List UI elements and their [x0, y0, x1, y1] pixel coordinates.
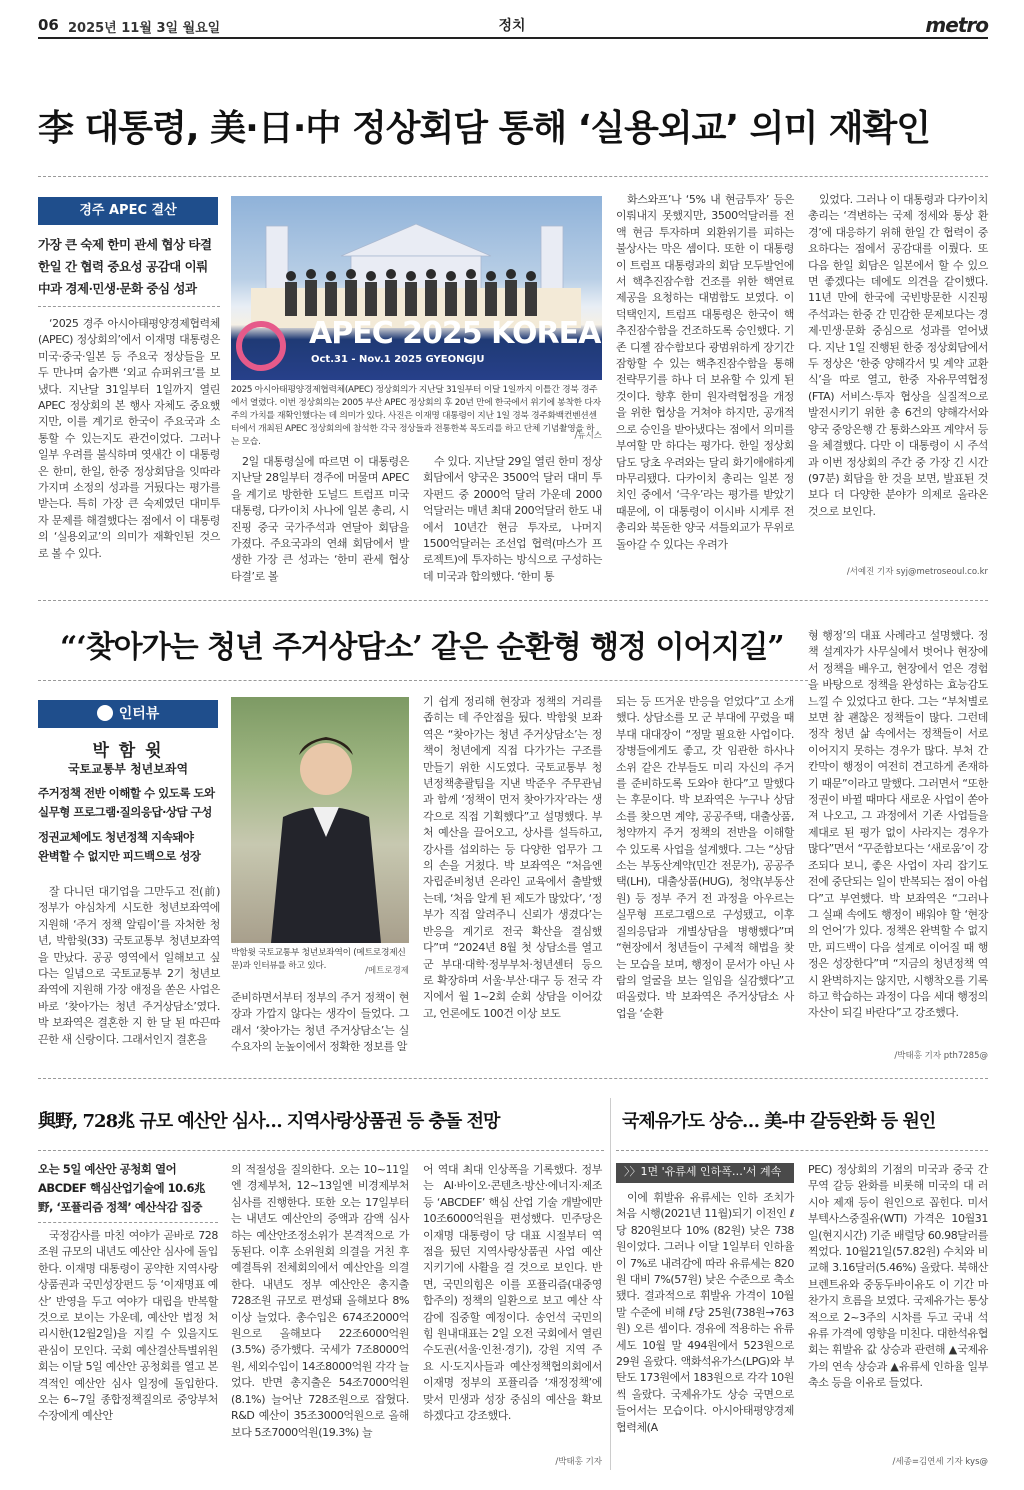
- subhead: 中과 경제·민생·문화 중심 성과: [38, 281, 197, 296]
- article1-headline: 李 대통령, 美·日·中 정상회담 통해 ‘실용외교’ 의미 재확인: [38, 108, 931, 149]
- article1-body-col2: 2일 대통령실에 따르면 이 대통령은 지난달 28일부터 경주에 머물며 APEC을 계기로 방한한 도널드 트럼프 미국 대통령, 다카이치 사나에 일본 총리, 시진핑 중국 국가주석과 연달아 회담을 가졌다. 주요국과의 연쇄 회담에서 발생한 가장 큰 성과는 ‘한미 관세 협상 타결’로 볼: [231, 455, 409, 583]
- article1-body-col4: 화스와프’나 ‘5% 내 현금투자’ 등은 이뤄내지 못했지만, 3500억달러를 전액 현금 투자하며 외환위기를 피하는 불상사는 막은 셈이다. 또한 이 대통령이 트럼프 대통령과의 회담 모두발언에서 핵추진잠수함 건조를 위한 핵연료 제공을 요청하는 대범함도 보였다. 이 덕택인지, 트럼프 대통령은 한국이 핵추진잠수함을 건조하도록 승인했다. 기존 디젤 잠수함보다 광범위하게 장기간 잠항할 수 있는 핵추진잠수함을 통해 전략무기를 하나 더 보유할 수 있게 된 것이다. 향후 한미 원자력협정을 개정을 위한 협상을 거쳐야 하지만, 공개적으로 승인을 받아냈다는 점에서 의미를 부여할 만 하다는 평가다. 한일 정상회담도 당초 우려와는 달리 화기애애하게 마무리됐다. 다카이치 총리는 일본 정치인 중에서 ‘극우’라는 평가를 받았기 때문에, 이 대통령이 이시바 시게루 전 총리와 북돋한 양국 셔틀외교가 무위로 돌아갈 수 있다는 우려가: [616, 193, 794, 551]
- article2-byline: /박태홍 기자 pth7285@: [894, 1051, 988, 1061]
- article4-body-col2: PEC) 정상회의 기점의 미국과 중국 간 무역 갈등 완화를 비롯해 미국의 대 러시아 제재 등이 원인으로 꼽힌다. 미서부텍사스중질유(WTI) 가격은 10월31일(현지시간) 기준 배럴당 60.98달러를 찍었다. 10월21일(57.82원) 수치와 비교해 3.16달러(5.46%) 올랐다. 북해산브렌트유와 중동두바이유도 이 기간 마찬가지 흐름을 보였다. 국제유가는 통상적으로 2~3주의 시차를 두고 국내 석유류 가격에 영향을 미친다. 대한석유협회는 휘발유 값 상승과 관련해 ▲국제유가의 연속 상승과 ▲유류세 인하율 일부 축소 등을 이유로 들었다.: [808, 1163, 988, 1390]
- article4-body-col1: 이에 휘발유 유류세는 인하 조치가 처음 시행(2021년 11월)되기 이전인 ℓ당 820원보다 10% (82원) 낮은 738원이었다. 그러나 이달 1일부터 인하율이 7%로 내려감에 따라 유류세는 820원 대비 7%(57원) 낮은 수준으로 축소됐다. 결과적으로 휘발유 가격이 10월 말 수준에 비해 ℓ당 25원(738원→763원) 오른 셈이다. 경유에 적용하는 유류세도 10월 말 494원에서 523원으로 29원 올랐다. 액화석유가스(LPG)와 부탄도 173원에서 183원으로 각각 10원씩 올랐다. 국제유가도 상승 국면으로 들어서는 모습이다. 아시아태평양경제협력체(A: [616, 1191, 794, 1434]
- article3-subheads: [38, 1160, 218, 1217]
- article2-body-col5: 형 행정’의 대표 사례라고 설명했다. 정책 설계자가 사무실에서 벗어나 현장에서 정책을 배우고, 현장에서 얻은 경험을 바탕으로 정책을 완성하는 효능감도 느낄 수 있었다고 한다. 그는 “부처별로 보면 참 괜찮은 정책들이 많다. 그런데 정작 청년 삶 속에서는 정책들이 서로 이어지지 못하는 경우가 많다. 부처 간 칸막이 행정이 여전히 견고하게 존재하기 때문”이라고 말했다. 그러면서 “또한 정권이 바뀔 때마다 새로운 사업이 쏟아져 나오고, 그 과정에서 기존 사업들을 제대로 된 평가 없이 사라지는 경우가 많다”면서 “꾸준함보다는 ‘새로움’이 강조되다 보니, 좋은 사업이 자리 잡기도 전에 중단되는 일이 반복되는 점이 아쉽다”고 부연했다. 박 보좌역은 “그러나 그 실패 속에도 행정이 배워야 할 ‘현장의 언어’가 있다. 정책은 완벽할 수 없지만, 피드백이 다음 설계로 이어질 때 행정은 성장한다”며 “지금의 청년정책 역시 완벽하지는 않지만, 시행착오를 기록하고 학습하는 과정이 다음 세대 행정의 자산이 되길 바란다”고 강조했다.: [808, 629, 988, 1020]
- divider: [616, 1150, 988, 1151]
- article2-body-col4: 되는 등 뜨거운 반응을 얻었다”고 소개했다. 상담소를 모 군 부대에 꾸렸을 때 부대 대대장이 “정말 필요한 사업이다. 장병들에게도 좋고, 갓 임관한 하사나 소위 같은 간부들도 미리 자신의 주거를 준비하도록 도와야 한다”고 말했다는 후문이다. 박 보좌역은 누구나 상담소를 찾으면 계약, 공공주택, 대출상품, 청약까지 주거 정책의 전반을 이해할 수 있도록 사업을 설계했다. 그는 “상담소는 부동산계약(민간 전문가), 공공주택(LH), 대출상품(HUG), 청약(부동산원) 등 정부 주거 전 과정을 아우르는 실무형 프로그램으로 구성됐고, 이후 질의응답과 개별상담을 병행했다”며 “현장에서 청년들이 구체적 해법을 찾는 모습을 보며, 행정이 문서가 아닌 사람의 얼굴을 보는 일임을 실감했다”고 떠올렸다. 박 보좌역은 주거상담소 사업을 ‘순환: [616, 695, 794, 1020]
- subhead: 실무형 프로그램·질의응답·상담 구성: [38, 805, 212, 819]
- apec-banner-text: APEC 2025 KOREA: [309, 316, 601, 351]
- article2-body-col1: 잘 다니던 대기업을 그만두고 전(前) 정부가 야심차게 시도한 청년보좌역에 지원해 ‘주거 정책 알림이’를 자처한 청년, 박함윗(33) 국토교통부 청년보좌역을 만났다. 공공 영역에서 일해보고 싶다는 일념으로 국토교통부 2기 청년보좌역에 지원해 가장 애정을 쏟은 사업은 바로 ‘찾아가는 청년 주거상담소’였다. 박 보좌역은 결혼한 지 한 달 된 따끈따끈한 새 신랑이다. 그래서인지 결혼을: [38, 885, 220, 1046]
- article1-photo-caption: 2025 아시아태평양경제협력체(APEC) 정상회의가 지난달 31일부터 이달 1일까지 이틀간 경북 경주에서 열렸다. 이번 정상회의는 2005 부산 APEC 정상회의 후 20년 만에 한국에서 위기에 봉착한 다자주의 가치를 재확인했다는 데 의미가 있다. 사진은 이재명 대통령이 지난 1일 경북 경주화백컨벤션센터에서 개최된 APEC 정상회의에 참석한 각국 정상들과 전통한복 목도리를 하고 단체 기념촬영을 하는 모습.: [231, 385, 601, 447]
- microphone-icon: [97, 705, 113, 721]
- issue-date: 2025년 11월 3일 월요일: [68, 21, 221, 36]
- subhead: 오는 5일 예산안 공청회 열어: [38, 1162, 177, 1176]
- article3-body-col3: 어 역대 최대 인상폭을 기록했다. 정부는 AI·바이오·콘텐츠·방산·에너지·제조 등 ‘ABCDEF’ 핵심 산업 기술 개발에만 10조6000억원을 편성했다. 민주당은 이재명 대통령이 당 대표 시절부터 역점을 뒀던 지역사랑상품권 사업 예산 지키기에 사활을 걸 것으로 보인다. 반면, 국민의힘은 이를 포퓰리즘(대중영합주의) 정책의 일환으로 보고 예산 삭감에 집중할 예정이다. 송언석 국민의힘 원내대표는 2일 오전 국회에서 열린 수도권(서울·인천·경기), 강원 지역 주요 시·도지사들과 예산정책협의회에서 이재명 정부의 포퓰리즘 ‘재정정책’에 맞서 민생과 성장 중심의 예산을 확보하겠다고 강조했다.: [423, 1163, 602, 1423]
- subhead: 완벽할 수 없지만 피드백으로 성장: [38, 849, 201, 863]
- column-separator: [610, 1098, 611, 1470]
- divider: [38, 306, 220, 307]
- article3-headline: 與野, 728兆 규모 예산안 심사… 지역사랑상품권 등 충돌 전망: [38, 1111, 500, 1132]
- apec-group-photo: [231, 196, 602, 380]
- subhead: 주거정책 전반 이해할 수 있도록 도와: [38, 786, 215, 800]
- subhead: 野, ‘포퓰리즘 정책’ 예산삭감 집중: [38, 1200, 202, 1214]
- photo-credit: /메트로경제: [365, 966, 409, 976]
- divider: [38, 600, 988, 601]
- article2-body-col2: 준비하면서부터 정부의 주거 정책이 현장과 가깝지 않다는 생각이 들었다. 그래서 ‘찾아가는 청년 주거상담소’는 실수요자의 눈높이에서 정확한 정보를 알: [231, 991, 409, 1054]
- article1-byline: /서예진 기자 syj@metroseoul.co.kr: [846, 567, 988, 577]
- article2-photo-caption: 박함윗 국토교통부 청년보좌역이 (메트로경제신문)과 인터뷰를 하고 있다.: [231, 948, 406, 971]
- article3-body-col2: 의 적절성을 질의한다. 오는 10~11일엔 경제부처, 12~13일엔 비경제부처 심사를 진행한다. 또한 오는 17일부터는 내년도 예산안의 증액과 감액 심사하는 예산안조정소위가 본격적으로 가동된다. 이후 소위원회 의결을 거친 후 예결특위 전체회의에서 예산안을 의결한다. 내년도 정부 예산안은 총지출 728조원 규모로 편성돼 올해보다 8% 이상 늘었다. 총수입은 674조2000억원으로 올해보다 22조6000억원(3.5%) 증가했다. 국세가 7조8000억원, 세외수입이 14조8000억원 각각 늘었다. 반면 총지출은 54조7000억원(8.1%) 늘어난 728조원으로 잡혔다. R&D 예산이 35조3000억원으로 올해보다 5조7000억원(19.3%) 늘: [231, 1163, 409, 1439]
- apec-banner-dates: Oct.31 - Nov.1 2025 GYEONGJU: [311, 354, 485, 365]
- interviewee-photo: [231, 697, 409, 943]
- continued-from-box: 〉〉1면 '유류세 인하폭…'서 계속: [616, 1163, 794, 1183]
- photo-credit: /뉴시스: [574, 431, 602, 441]
- subhead: 가장 큰 숙제 한미 관세 협상 타결: [38, 237, 212, 252]
- article1-body-col5: 있었다. 그러나 이 대통령과 다카이치 총리는 ‘격변하는 국제 정세와 통상 환경’에 대응하기 위해 한일 간 협력이 중요하다는 점에서 공감대를 이뤘다. 또 다음 한일 회담은 일본에서 할 수 있으면 좋겠다는 데에도 의견을 같이했다. 11년 만에 한국에 국빈방문한 시진핑 주석과는 한중 간 민감한 문제보다는 경제·민생·문화 중심으로 성과를 얻어냈다. 지난 1일 진행된 한중 정상회담에서 두 정상은 ‘한중 양해각서 및 계약 교환식’을 따로 열고, 한중 자유무역협정(FTA) 서비스·투자 협상을 실질적으로 발전시키기 위한 총 6건의 양해각서와 양국 중앙은행 간 통화스와프 계약서 등을 체결했다. 다만 이 대통령이 시 주석과 이번 정상회의 주간 중 가장 긴 시간(97분) 회담을 한 것을 보면, 발표된 것보다 더 다양한 분야가 의제로 올라온 것으로 보인다.: [808, 193, 988, 518]
- divider: [38, 1078, 988, 1079]
- page-number: 06: [38, 16, 59, 34]
- article4-byline: /세종=김연세 기자 kys@: [892, 1457, 988, 1467]
- divider: [38, 680, 808, 681]
- article1-body-col1: ‘2025 경주 아시아태평양경제협력체(APEC) 정상회의’에서 이재명 대통령은 미국·중국·일본 등 주요국 정상들을 모두 만나며 숨가쁜 ‘외교 슈퍼위크’를 보냈다. 지난달 31일부터 1일까지 열린 APEC 정상회의 본 행사 자체도 중요했지만, 이를 계기로 한국이 주요국과 소통할 수 있는지도 관건이었다. 그러나 일부 우려를 불식하며 엿새간 이 대통령은 한미, 한일, 한중 정상회담을 잇따라 가지며 소정의 성과를 거뒀다는 평가를 받는다. 특히 가장 큰 숙제였던 대미투자 문제를 해결했다는 점에서 이 대통령의 ‘실용외교’의 의미가 재확인된 것으로 볼 수 있다.: [38, 317, 220, 560]
- divider: [38, 1222, 218, 1223]
- article3-byline: /박태홍 기자: [555, 1457, 602, 1467]
- section-title: 정치: [498, 18, 526, 34]
- divider: [38, 176, 988, 177]
- article4-headline: 국제유가도 상승… 美-中 갈등완화 등 원인: [622, 1111, 936, 1132]
- metro-logo: metro: [925, 13, 988, 37]
- article2-subheads: [38, 784, 220, 866]
- article2-body-col3: 기 쉽게 정리해 현장과 정책의 거리를 좁히는 데 주안점을 뒀다. 박함윗 보좌역은 “찾아가는 청년 주거상담소’는 정책이 청년에게 직접 다가가는 구조를 만들기 위한 시도였다. 국토교통부 청년정책총괄팀을 지낸 박준우 주무관님과 함께 ‘정책이 먼저 찾아가자’라는 생각으로 직접 기획했다”고 설명했다. 부처 예산을 끌어오고, 상사를 설득하고, 강사를 섭외하는 등 다양한 업무가 그의 손을 거쳤다. 박 보좌역은 “처음엔 자립준비청년 은라인 교육에서 출발했는데, ‘처음 알게 된 제도가 많았다’, ‘정부가 직접 알려주니 신뢰가 생겼다’는 반응을 계기로 전국 확산을 결심했다”며 “2024년 8월 첫 상담소를 열고 군 부대·대학·정부부처·청년센터 등으로 확장하며 서울·부산·대구 등 전국 각지에서 월 1~2회 순회 상담을 이어갔고, 언론에도 100건 이상 보도: [423, 695, 602, 1020]
- article3-body-col1: 국정감사를 마친 여야가 곧바로 728조원 규모의 내년도 예산안 심사에 돌입한다. 이재명 대통령이 공약한 지역사랑상품권과 국민성장펀드 등 ‘이재명표 예산’ 반영을 두고 여야가 대립을 반복할 것으로 보이는 가운데, 예산안 법정 처리시한(12월2일)을 지킬 수 있을지도 관심이 모인다. 국회 예산결산특별위원회는 이달 5일 예산안 공청회를 열고 본격적인 예산안 심사 일정에 돌입한다. 오는 6~7일 종합정책질의로 중앙부처 수장에게 예산안: [38, 1229, 218, 1423]
- subhead: ABCDEF 핵심산업기술에 10.6兆: [38, 1181, 206, 1195]
- divider: [38, 1150, 604, 1151]
- interview-badge: 인터뷰: [38, 700, 218, 728]
- subhead: 한일 간 협력 중요성 공감대 이뤄: [38, 259, 208, 274]
- article1-subheads: [38, 234, 220, 300]
- article1-body-col3: 수 있다. 지난달 29일 열린 한미 정상회담에서 양국은 3500억 달러 대미 투자펀드 중 2000억 달러 가운데 2000억달러는 매년 최대 200억달러 한도 내에서 10년간 현금 투자로, 나머지 1500억달러는 조선업 협력(마스가 프로젝트)에 투자하는 방식으로 구성하는 데 미국과 합의했다. ‘한미 통: [423, 455, 602, 583]
- subhead: 정권교체에도 청년정책 지속돼야: [38, 830, 194, 844]
- interviewee-title: 국토교통부 청년보좌역: [67, 762, 189, 776]
- article2-headline: “‘찾아가는 청년 주거상담소’ 같은 순환형 행정 이어지길”: [60, 630, 784, 665]
- interviewee-name: 박 함 윗: [92, 741, 164, 761]
- header-rule: [38, 37, 988, 39]
- article1-badge: 경주 APEC 결산: [38, 197, 218, 225]
